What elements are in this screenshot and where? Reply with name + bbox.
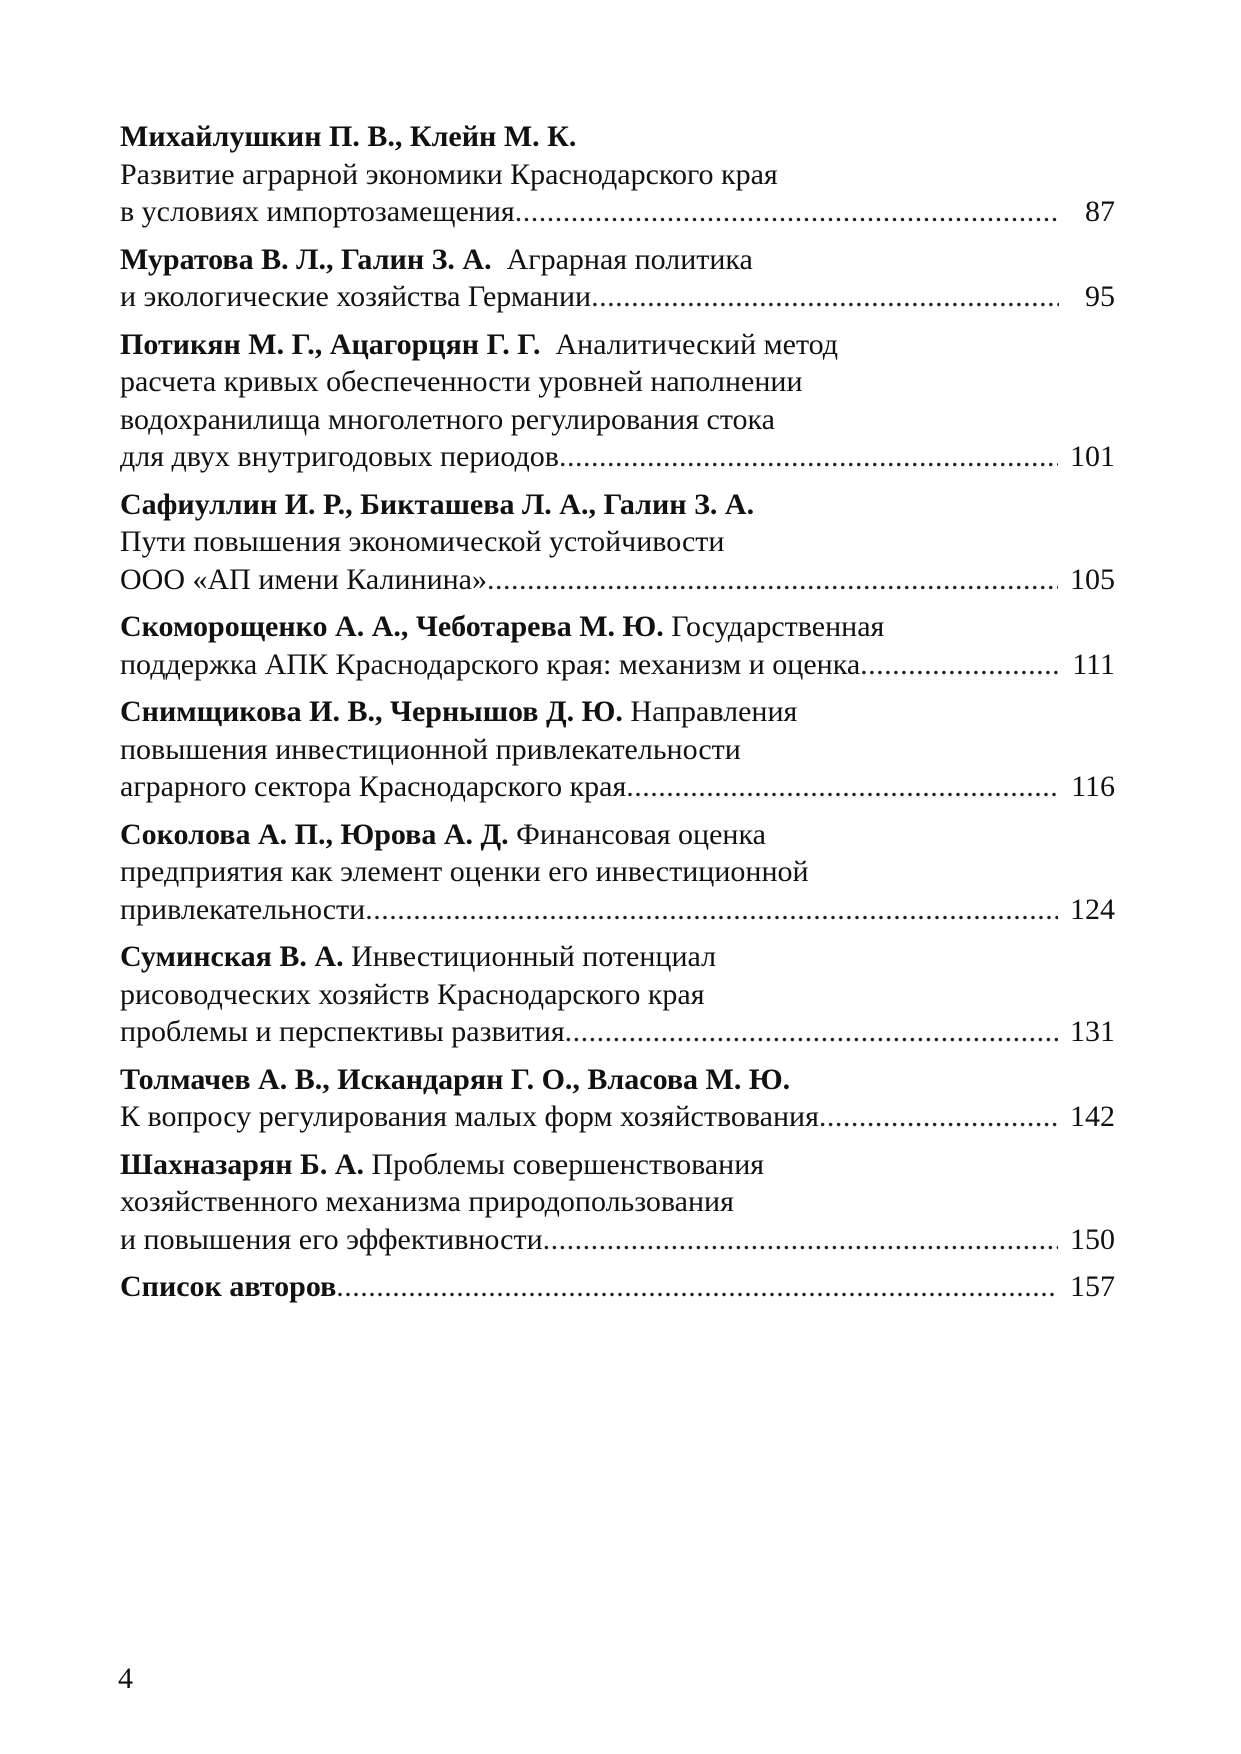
entry-authors: Суминская В. А. bbox=[120, 940, 344, 973]
entry-title-line: расчета кривых обеспеченности уровней наполнении bbox=[120, 365, 803, 398]
entry-page-number: 142 bbox=[1070, 1100, 1115, 1133]
page-folio-number: 4 bbox=[118, 1662, 133, 1695]
entry-last-line[interactable] bbox=[120, 1013, 1115, 1051]
entry-title-start: Проблемы совершенствования bbox=[363, 1147, 765, 1181]
entry-authors-line bbox=[120, 241, 1115, 279]
entry-page-number: 111 bbox=[1072, 647, 1115, 681]
toc-entry-authors-list bbox=[120, 1268, 1115, 1306]
entry-authors: Соколова А. П., Юрова А. Д. bbox=[120, 817, 509, 851]
entry-page-number: 124 bbox=[1070, 892, 1115, 926]
entry-title-line: предприятия как элемент оценки его инвестиционной bbox=[120, 855, 809, 888]
entry-page-number: 95 bbox=[1085, 280, 1115, 313]
entry-page-number: 116 bbox=[1071, 770, 1115, 803]
dot-leader bbox=[365, 891, 1058, 929]
toc-entry bbox=[120, 608, 1115, 683]
entry-title-line: водохранилища многолетного регулирования стока bbox=[120, 402, 775, 436]
toc-entry bbox=[120, 486, 1115, 599]
entry-title-start: Направления bbox=[622, 695, 798, 728]
entry-title-start: Финансовая оценка bbox=[508, 817, 766, 851]
toc-entry bbox=[120, 118, 1115, 231]
entry-last-line[interactable] bbox=[120, 278, 1115, 316]
entry-last-line[interactable] bbox=[120, 1221, 1115, 1259]
dot-leader bbox=[515, 193, 1059, 231]
entry-page-number: 105 bbox=[1070, 562, 1115, 596]
entry-authors: Толмачев А. В., Искандарян Г. О., Власова М. Ю. bbox=[120, 1062, 791, 1096]
entry-title-line: Развитие аграрной экономики Краснодарского края bbox=[120, 157, 778, 191]
entry-last-line[interactable] bbox=[120, 768, 1115, 806]
entry-authors: Шахназарян Б. А. bbox=[120, 1147, 364, 1181]
entry-authors-line bbox=[120, 118, 1115, 156]
entry-last-line[interactable] bbox=[120, 193, 1115, 231]
entry-authors-line bbox=[120, 816, 1115, 854]
entry-title-end: ООО «АП имени Калинина» bbox=[120, 562, 487, 596]
entry-last-line[interactable] bbox=[120, 561, 1115, 599]
entry-title-line: повышения инвестиционной привлекательности bbox=[120, 732, 741, 766]
table-of-contents bbox=[120, 118, 1115, 1316]
dot-leader bbox=[591, 278, 1059, 316]
dot-leader bbox=[819, 1098, 1058, 1136]
entry-title-end: К вопросу регулирования малых форм хозяйствования bbox=[120, 1100, 819, 1133]
entry-last-line[interactable] bbox=[120, 1268, 1115, 1306]
entry-title-line: рисоводческих хозяйств Краснодарского края bbox=[120, 977, 705, 1011]
dot-leader bbox=[860, 646, 1059, 684]
toc-entry bbox=[120, 816, 1115, 929]
dot-leader bbox=[336, 1268, 1058, 1306]
entry-page-number: 131 bbox=[1070, 1015, 1115, 1048]
entry-title-line: Пути повышения экономической устойчивости bbox=[120, 525, 725, 558]
dot-leader bbox=[565, 1013, 1058, 1051]
entry-title-end: проблемы и перспективы развития bbox=[120, 1015, 565, 1048]
entry-page-number: 157 bbox=[1070, 1270, 1115, 1303]
entry-authors-line bbox=[120, 938, 1115, 976]
toc-entry bbox=[120, 1146, 1115, 1259]
entry-authors-line bbox=[120, 608, 1115, 646]
entry-title-start: Аграрная политика bbox=[491, 242, 753, 276]
entry-title-end: аграрного сектора Краснодарского края bbox=[120, 770, 627, 803]
entry-last-line[interactable] bbox=[120, 438, 1115, 476]
entry-last-line[interactable] bbox=[120, 646, 1115, 684]
toc-entry bbox=[120, 241, 1115, 316]
entry-authors: Сафиуллин И. Р., Бикташева Л. А., Галин З. А. bbox=[120, 487, 755, 521]
entry-authors: Скоморощенко А. А., Чеботарева М. Ю. bbox=[120, 610, 664, 643]
entry-authors-line bbox=[120, 486, 1115, 524]
entry-title-end: в условиях импортозамещения bbox=[120, 195, 515, 228]
entry-authors: Муратова В. Л., Галин З. А. bbox=[120, 242, 492, 276]
entry-title-end: для двух внутригодовых периодов bbox=[120, 440, 559, 473]
dot-leader bbox=[559, 438, 1058, 476]
entry-title-start: Инвестиционный потенциал bbox=[343, 940, 717, 973]
entry-page-number: 101 bbox=[1070, 440, 1115, 473]
dot-leader bbox=[487, 561, 1058, 599]
toc-entry bbox=[120, 938, 1115, 1051]
toc-entry bbox=[120, 693, 1115, 806]
entry-title-end: поддержка АПК Краснодарского края: механизм и оценка bbox=[120, 647, 861, 681]
entry-authors-line bbox=[120, 693, 1115, 731]
entry-title-end: и повышения его эффективности bbox=[120, 1222, 543, 1256]
entry-authors: Снимщикова И. В., Чернышов Д. Ю. bbox=[120, 695, 623, 728]
entry-title-end: и экологические хозяйства Германии bbox=[120, 280, 592, 313]
entry-page-number: 87 bbox=[1085, 195, 1115, 228]
entry-authors-line bbox=[120, 326, 1115, 364]
toc-entry bbox=[120, 1061, 1115, 1136]
entry-last-line[interactable] bbox=[120, 891, 1115, 929]
entry-title-line: хозяйственного механизма природопользования bbox=[120, 1185, 734, 1218]
entry-page-number: 150 bbox=[1070, 1222, 1115, 1256]
entry-title-start: Аналитический метод bbox=[540, 327, 839, 361]
toc-entry bbox=[120, 326, 1115, 476]
entry-authors: Потикян М. Г., Ацагорцян Г. Г. bbox=[120, 327, 541, 361]
entry-authors-line bbox=[120, 1146, 1115, 1184]
dot-leader bbox=[626, 768, 1059, 806]
entry-authors: Михайлушкин П. В., Клейн М. К. bbox=[120, 120, 577, 153]
entry-authors-line bbox=[120, 1061, 1115, 1099]
entry-last-line[interactable] bbox=[120, 1098, 1115, 1136]
entry-title-start: Государственная bbox=[663, 610, 885, 643]
authors-list-title: Список авторов bbox=[120, 1270, 337, 1303]
entry-title-end: привлекательности bbox=[120, 892, 366, 926]
dot-leader bbox=[543, 1221, 1058, 1259]
